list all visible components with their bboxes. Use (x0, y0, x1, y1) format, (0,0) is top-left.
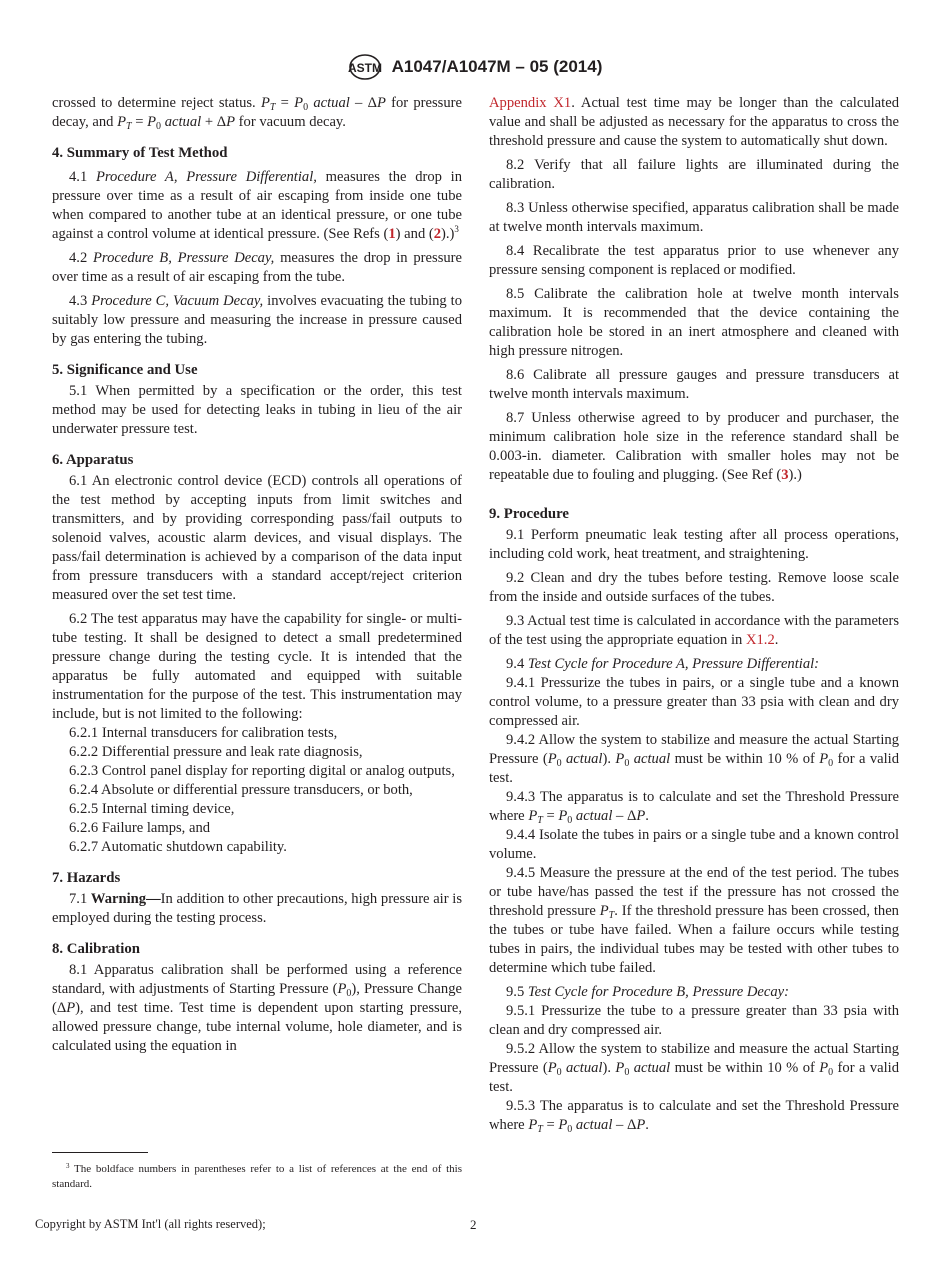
text-run: 0 (346, 988, 352, 999)
paragraph (489, 526, 899, 564)
text-run: 6.2.1 Internal transducers for calibration tests, (69, 725, 338, 741)
text-run: 9.4.3 The apparatus is to calculate and set the Threshold Pressure where (489, 789, 899, 824)
paragraph (489, 285, 899, 361)
text-run: = (542, 808, 559, 824)
text-run: 9. Procedure (489, 506, 569, 522)
text-run: P (66, 1000, 76, 1016)
paragraph (52, 292, 462, 349)
text-run: 5. Significance and Use (52, 362, 198, 378)
text-run: – Δ (612, 808, 637, 824)
text-run: 9.3 Actual test time is calculated in accordance with the parameters of the test using the appropriate equation in (489, 613, 899, 648)
text-run: ), and test time. Test time is dependent upon starting pressure, allowed pressure change, tube internal volume, hole diameter, and is calculated using the equation in (52, 1000, 462, 1054)
text-run: P (147, 114, 157, 130)
text-run: 0 (567, 815, 573, 826)
text-run: 9.1 Perform pneumatic leak testing after all process operations, including cold work, heat treatment, and straightening. (489, 527, 899, 562)
text-run: actual (629, 1060, 671, 1076)
paragraph (489, 199, 899, 237)
text-run: . If the threshold pressure has been crossed, then the tubes or tube have failed. When a failure occurs while testing tubes in pairs, the individual tubes may be tested with other tubes to determine which tube failed. (489, 903, 899, 976)
paragraph (489, 612, 899, 650)
text-run: 3 (454, 224, 459, 234)
paragraph (52, 781, 462, 800)
paragraph (489, 674, 899, 731)
text-run: 6.2.2 Differential pressure and leak rate diagnosis, (69, 744, 363, 760)
text-run: 0 (303, 102, 309, 113)
section-heading (52, 451, 462, 470)
text-run: T (537, 1124, 543, 1135)
text-run: 6.1 An electronic control device (ECD) controls all operations of the test method by accepting inputs from limit switches and transmitters, and by providing corresponding pass/fail outputs to solenoid valves, acoustic alarm devices, and visual displays. The pass/fail determination is achieved by a comparison of the data input from pressure transducers with a standard accept/reject criterion measured over the set test time. (52, 473, 462, 603)
paragraph (489, 731, 899, 788)
text-run: . (645, 1117, 649, 1133)
paragraph (489, 409, 899, 485)
paragraph (489, 788, 899, 826)
text-run: P (558, 1117, 568, 1133)
paragraph (489, 826, 899, 864)
text-run: + Δ (201, 114, 227, 130)
paragraph (489, 94, 899, 151)
section-heading (52, 361, 462, 380)
text-run: 8.3 Unless otherwise specified, apparatus calibration shall be made at twelve month intervals maximum. (489, 200, 899, 235)
paragraph (52, 724, 462, 743)
text-run: Procedure A, Pressure Differential, (95, 169, 317, 185)
paragraph (52, 890, 462, 928)
text-run: 0 (828, 1067, 834, 1078)
text-run: 9.5.1 Pressurize the tube to a pressure greater than 33 psia with clean and dry compressed air. (489, 1003, 899, 1038)
paragraph (52, 838, 462, 857)
paragraph (489, 1097, 899, 1135)
text-run: 0 (828, 758, 834, 769)
text-run: P (528, 1117, 538, 1133)
paragraph (489, 983, 899, 1002)
text-run: 6.2.7 Automatic shutdown capability. (69, 839, 287, 855)
paragraph (52, 610, 462, 724)
text-run: ) and ( (395, 226, 434, 242)
text-run: 6.2.6 Failure lamps, and (69, 820, 211, 836)
text-run: P (615, 751, 625, 767)
text-run: Procedure B, Pressure Decay, (93, 250, 275, 266)
text-run: Test Cycle for Procedure B, Pressure Decay: (527, 984, 790, 1000)
text-run: P (226, 114, 236, 130)
text-run: 8.1 Apparatus calibration shall be performed using a reference standard, with adjustments of Starting Pressure ( (52, 962, 462, 997)
text-run: ). (602, 751, 616, 767)
text-run: measures the drop in pressure over time as a result of air escaping from the tube. (52, 250, 463, 285)
text-run: actual (572, 1117, 613, 1133)
paragraph (52, 94, 462, 132)
paragraph (489, 242, 899, 280)
text-run: 0 (567, 1124, 573, 1135)
text-run: 6. Apparatus (52, 452, 134, 468)
section-heading (52, 940, 462, 959)
text-run: for a valid test. (489, 1060, 899, 1095)
footnote-marker: 3 (66, 1162, 70, 1170)
text-run: P (636, 808, 646, 824)
text-run: 4.1 (69, 169, 96, 185)
text-run: 6.2.3 Control panel display for reporting digital or analog outputs, (69, 763, 455, 779)
paragraph (489, 655, 899, 674)
text-run: 8.2 Verify that all failure lights are illuminated during the calibration. (489, 157, 899, 192)
paragraph (52, 762, 462, 781)
text-run: T (126, 121, 132, 132)
text-run: 5.1 When permitted by a specification or the order, this test method may be used for detecting leaks in tubing in lieu of the air underwater pressure test. (52, 383, 462, 437)
astm-logo-icon (348, 52, 382, 82)
text-run: T (608, 910, 615, 921)
cross-reference-link[interactable]: Appendix X1 (489, 95, 572, 111)
text-run: T (537, 815, 543, 826)
text-run: P (819, 1060, 829, 1076)
text-run: . (645, 808, 649, 824)
cross-reference-link[interactable]: 1 (388, 226, 396, 242)
footnote-divider (52, 1152, 148, 1153)
text-run: P (558, 808, 568, 824)
text-run: P (117, 114, 127, 130)
text-run: 9.4.1 Pressurize the tubes in pairs, or a single tube and a known control volume, to a pressure greater than 33 psia with clean and dry compressed air. (489, 675, 899, 729)
text-run: P (547, 751, 557, 767)
text-run: 0 (624, 758, 630, 769)
text-run: 4.2 (69, 250, 94, 266)
section-heading (52, 869, 462, 888)
paragraph (52, 819, 462, 838)
text-run: 6.2 The test apparatus may have the capability for single- or multi-tube testing. It shall be designed to detect a small predetermined pressure change during the testing cycle. It is intended that the apparatus be fully automated and equipped with suitable instrumentation for the purpose of the test. This instrumentation may include, but is not limited to the following: (52, 611, 462, 722)
paragraph (52, 800, 462, 819)
text-run: 9.4.2 Allow the system to stabilize and measure the actual Starting Pressure ( (489, 732, 899, 767)
text-run: Warning— (90, 891, 161, 907)
paragraph (489, 156, 899, 194)
text-run: P (294, 95, 304, 111)
text-run: 0 (624, 1067, 630, 1078)
text-run: 9.2 Clean and dry the tubes before testing. Remove loose scale from the inside and outside surfaces of the tubes. (489, 570, 899, 605)
text-run: In addition to other precautions, high pressure air is employed during the testing process. (52, 891, 463, 926)
text-run: P (528, 808, 538, 824)
left-column (52, 94, 462, 1056)
right-column (489, 94, 899, 1135)
footnote (52, 1162, 462, 1192)
text-run: 8.4 Recalibrate the test apparatus prior to use whenever any pressure sensing component is replaced or modified. (489, 243, 899, 278)
text-run: 0 (156, 121, 162, 132)
text-run: 4. Summary of Test Method (52, 145, 228, 161)
paragraph (489, 864, 899, 978)
text-run: ).) (788, 467, 802, 483)
text-run: 9.5.3 The apparatus is to calculate and set the Threshold Pressure where (489, 1098, 899, 1133)
text-run: P (547, 1060, 557, 1076)
paragraph (52, 168, 462, 244)
text-run: 9.5 (506, 984, 528, 1000)
text-run: for vacuum decay. (235, 114, 346, 130)
paragraph (489, 366, 899, 404)
text-run: actual (308, 95, 350, 111)
text-run: for pressure decay, and (52, 95, 462, 130)
text-run: actual (561, 751, 603, 767)
text-run: 0 (556, 1067, 562, 1078)
text-run: 6.2.4 Absolute or differential pressure transducers, or both, (69, 782, 413, 798)
text-run: ). (602, 1060, 616, 1076)
text-run: P (636, 1117, 646, 1133)
paragraph (52, 743, 462, 762)
text-run: = (275, 95, 295, 111)
text-run: actual (629, 751, 671, 767)
section-heading (52, 144, 462, 163)
text-run: 8.6 Calibrate all pressure gauges and pressure transducers at twelve month intervals maximum. (489, 367, 899, 402)
footnote-text: The boldface numbers in parentheses refer to a list of references at the end of this standard. (52, 1163, 462, 1190)
text-run: Test Cycle for Procedure A, Pressure Differential: (527, 656, 820, 672)
text-run: P (260, 95, 270, 111)
text-run: for a valid test. (489, 751, 899, 786)
paragraph (52, 472, 462, 605)
paragraph (489, 569, 899, 607)
text-run: – Δ (612, 1117, 637, 1133)
svg-text:ASTM: ASTM (347, 61, 382, 75)
copyright-notice: Copyright by ASTM Int'l (all rights reserved); (35, 1217, 266, 1231)
paragraph (52, 961, 462, 1056)
text-run: P (376, 95, 386, 111)
text-run: . Actual test time may be longer than the calculated value and shall be adjusted as necessary for the apparatus to cross the threshold pressure and cause the system to automatically shut down. (489, 95, 899, 149)
text-run: involves evacuating the tubing to suitably low pressure and measuring the increase in pressure caused by gas entering the tubing. (52, 293, 463, 347)
text-run: P (615, 1060, 625, 1076)
text-run: 7.1 (69, 891, 91, 907)
page-number: 2 (470, 1217, 477, 1232)
text-run: 9.4.5 Measure the pressure at the end of the test period. The tubes or tube have/has passed the test if the pressure has not crossed the threshold pressure (489, 865, 899, 919)
text-run: 8. Calibration (52, 941, 140, 957)
page-header (0, 52, 950, 82)
text-run: crossed to determine reject status. (52, 95, 261, 111)
document-designation: A1047/A1047M – 05 (2014) (391, 57, 603, 76)
paragraph (52, 382, 462, 439)
paragraph (489, 1040, 899, 1097)
text-run: = (131, 114, 148, 130)
text-run: 7. Hazards (52, 870, 121, 886)
text-run: 9.5.2 Allow the system to stabilize and measure the actual Starting Pressure ( (489, 1041, 899, 1076)
text-run: Procedure C, Vacuum Decay, (91, 293, 264, 309)
section-heading (489, 505, 899, 524)
text-run: actual (561, 1060, 603, 1076)
text-run: measures the drop in pressure over time as a result of air escaping from inside one tube when compared to another tube at an identical pressure, or one tube against a control volume at identical pressure. (See Refs ( (52, 169, 463, 242)
text-run: . (774, 632, 779, 648)
cross-reference-link[interactable]: 2 (433, 226, 442, 242)
text-run: T (269, 102, 276, 113)
text-run: – Δ (349, 95, 377, 111)
text-run: must be within 10 % of (670, 751, 820, 767)
text-run: 8.5 Calibrate the calibration hole at twelve month intervals maximum. It is recommended that the device containing the calibration hole be stored in an inert atmosphere and cleaned with high pressure nitrogen. (489, 286, 899, 359)
text-run: 9.4 (506, 656, 528, 672)
paragraph (52, 249, 462, 287)
text-run: ), Pressure Change (Δ (52, 981, 462, 1016)
text-run: actual (161, 114, 202, 130)
text-run: P (819, 751, 829, 767)
text-run: 6.2.5 Internal timing device, (69, 801, 235, 817)
paragraph (489, 1002, 899, 1040)
text-run: ).) (441, 226, 455, 242)
text-run: P (337, 981, 347, 997)
cross-reference-link[interactable]: X1.2 (745, 632, 775, 648)
text-run: = (542, 1117, 559, 1133)
text-run: 4.3 (69, 293, 92, 309)
text-run: must be within 10 % of (670, 1060, 820, 1076)
text-run: 0 (556, 758, 562, 769)
text-run: actual (572, 808, 613, 824)
cross-reference-link[interactable]: 3 (781, 467, 789, 483)
text-run: 8.7 Unless otherwise agreed to by producer and purchaser, the minimum calibration hole size in the reference standard shall be 0.003-in. diameter. Calibration with smaller holes may not be repeatable due to fouling and plugging. (See Ref ( (489, 410, 899, 483)
text-run: 9.4.4 Isolate the tubes in pairs or a single tube and a known control volume. (489, 827, 899, 862)
text-run: P (599, 903, 609, 919)
